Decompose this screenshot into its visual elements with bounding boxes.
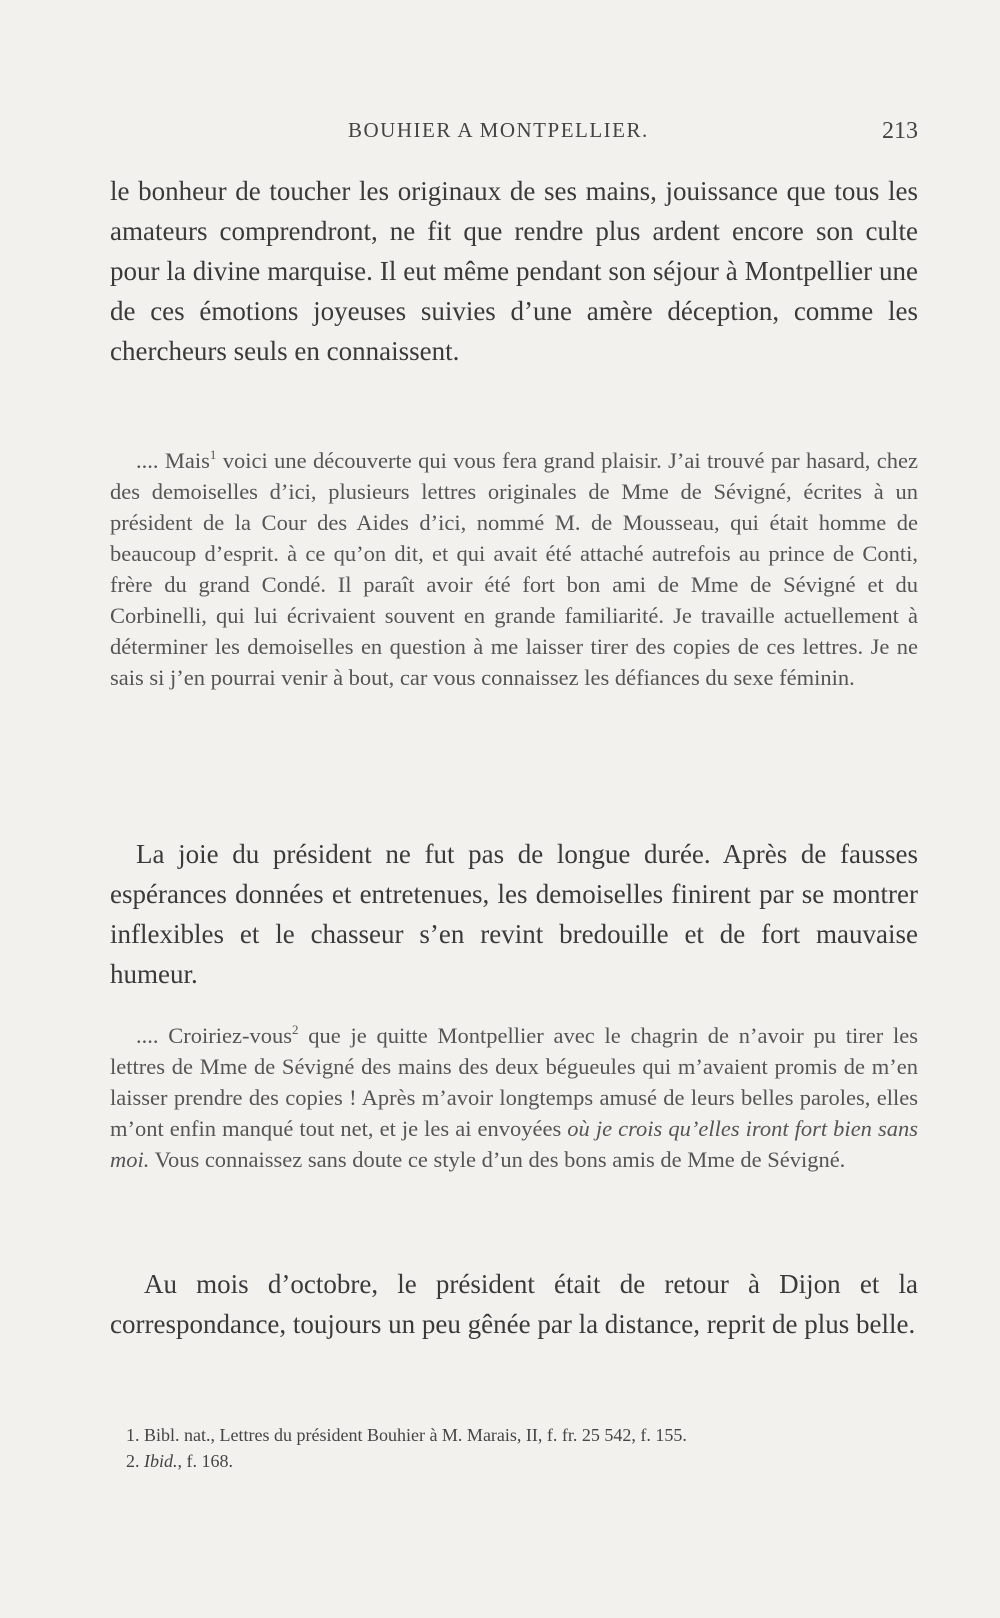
footnote-2-number: 2. <box>126 1451 140 1471</box>
footnote-1: 1. Bibl. nat., Lettres du président Bouhier à M. Marais, II, f. fr. 25 542, f. 155. <box>126 1425 687 1445</box>
page-number: 213 <box>882 118 918 144</box>
running-head <box>110 118 918 148</box>
footnote-2 <box>110 1448 918 1474</box>
paragraph-3: Au mois d’octobre, le président était de retour à Dijon et la correspondance, toujours un peu gênée par la distance, reprit de plus belle. <box>110 1269 918 1339</box>
footnote-2-ibid: Ibid. <box>144 1451 178 1471</box>
quotation-2-italic: où je crois qu’elles iront fort bien sans moi. <box>110 1116 918 1172</box>
quotation-1-lead: .... Mais <box>136 448 210 473</box>
quotation-2-lead: .... Croiriez-vous <box>136 1023 292 1048</box>
paragraph-2: La joie du président ne fut pas de longue durée. Après de fausses espérances données et entretenues, les demoiselles finirent par se montrer inflexibles et le chasseur s’en revint bredouille et de fort mauvaise humeur. <box>110 839 918 989</box>
footnote-ref-1: 1 <box>209 447 217 462</box>
quotation-1-text: voici une découverte qui vous fera grand plaisir. J’ai trouvé par hasard, chez des demoiselles d’ici, plusieurs lettres originales de Mme de Sévigné, écrites à un président de la Cour des Aides d’ici, nommé M. de Mousseau, qui était homme de beaucoup d’esprit. à ce qu’on dit, et qui avait été attaché autrefois au prince de Conti, frère du grand Condé. Il paraît avoir été fort bon ami de Mme de Sévigné et du Corbinelli, qui lui écrivaient souvent en grande familiarité. Je travaille actuellement à déterminer les demoiselles en question à me laisser tirer des copies de ces lettres. Je ne sais si j’en pourrai venir à bout, car vous connaissez les défiances du sexe féminin. <box>110 448 918 690</box>
quotation-2 <box>110 1020 918 1175</box>
paragraph-1: le bonheur de toucher les originaux de ses mains, jouissance que tous les amateurs comprendront, ne fit que rendre plus ardent encore son culte pour la divine marquise. Il eut même pendant son séjour à Montpellier une de ces émotions joyeuses suivies d’une amère déception, comme les chercheurs seuls en connaissent. <box>110 176 918 366</box>
quotation-2-text-after: Vous connaissez sans doute ce style d’un des bons amis de Mme de Sévigné. <box>149 1147 846 1172</box>
footnote-2-rest: , f. 168. <box>177 1451 233 1471</box>
quotation-1 <box>110 445 918 693</box>
footnote-ref-2: 2 <box>292 1022 299 1037</box>
footnotes <box>110 1422 918 1474</box>
quotation-2-text-before: que je quitte Montpellier avec le chagrin de n’avoir pu tirer les lettres de Mme de Sévigné des mains des deux bégueules qui m’avaient promis de m’en laisser prendre des copies ! Après m’avoir longtemps amusé de leurs belles paroles, elles m’ont enfin manqué tout net, et je les ai envoyées <box>110 1023 919 1141</box>
running-title: BOUHIER A MONTPELLIER. <box>348 118 649 142</box>
